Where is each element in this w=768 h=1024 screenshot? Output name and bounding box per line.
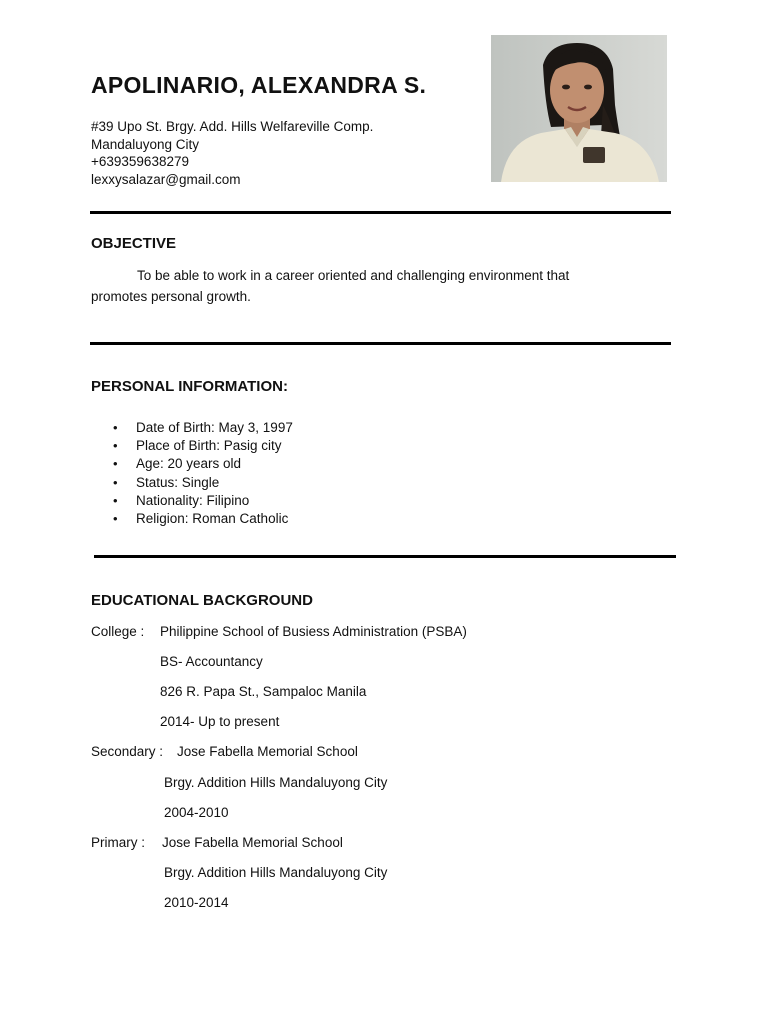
address-line-2: Mandaluyong City — [91, 136, 200, 152]
college-label: College : — [91, 624, 145, 639]
primary-label: Primary : — [91, 835, 145, 850]
personal-info-list — [113, 419, 293, 528]
education-heading: EDUCATIONAL BACKGROUND — [91, 592, 313, 609]
address-line-1: #39 Upo St. Brgy. Add. Hills Welfareville Comp. — [91, 119, 374, 134]
primary-address: Brgy. Addition Hills Mandaluyong City — [164, 865, 388, 880]
college-years: 2014- Up to present — [160, 714, 280, 729]
list-item: • Status: Single — [113, 474, 293, 492]
email-address: lexxysalazar@gmail.com — [91, 171, 241, 187]
college-address: 826 R. Papa St., Sampaloc Manila — [160, 684, 367, 699]
list-item: • Religion: Roman Catholic — [113, 510, 293, 528]
objective-line-1: To be able to work in a career oriented and challenging environment that — [137, 268, 570, 283]
list-item: • Age: 20 years old — [113, 455, 293, 473]
secondary-address: Brgy. Addition Hills Mandaluyong City — [164, 775, 388, 790]
contact-block — [91, 118, 373, 188]
phone-number: +639359638279 — [91, 154, 189, 169]
objective-text — [91, 265, 691, 307]
secondary-school: Jose Fabella Memorial School — [177, 744, 358, 759]
list-item: • Place of Birth: Pasig city — [113, 437, 293, 455]
primary-school: Jose Fabella Memorial School — [162, 835, 343, 850]
list-item: • Date of Birth: May 3, 1997 — [113, 419, 293, 437]
section-divider — [90, 342, 671, 345]
list-item: • Nationality: Filipino — [113, 492, 293, 510]
objective-line-2: promotes personal growth. — [91, 289, 251, 304]
section-divider — [90, 211, 671, 214]
objective-heading: OBJECTIVE — [91, 235, 177, 252]
applicant-name: APOLINARIO, ALEXANDRA S. — [91, 72, 427, 98]
college-course: BS- Accountancy — [160, 654, 263, 669]
personal-info-heading: PERSONAL INFORMATION: — [91, 378, 288, 395]
secondary-label: Secondary : — [91, 744, 164, 759]
applicant-photo — [491, 35, 667, 182]
college-school: Philippine School of Busiess Administration (PSBA) — [160, 624, 467, 639]
section-divider — [94, 555, 676, 558]
secondary-years: 2004-2010 — [164, 805, 229, 820]
primary-years: 2010-2014 — [164, 895, 229, 910]
